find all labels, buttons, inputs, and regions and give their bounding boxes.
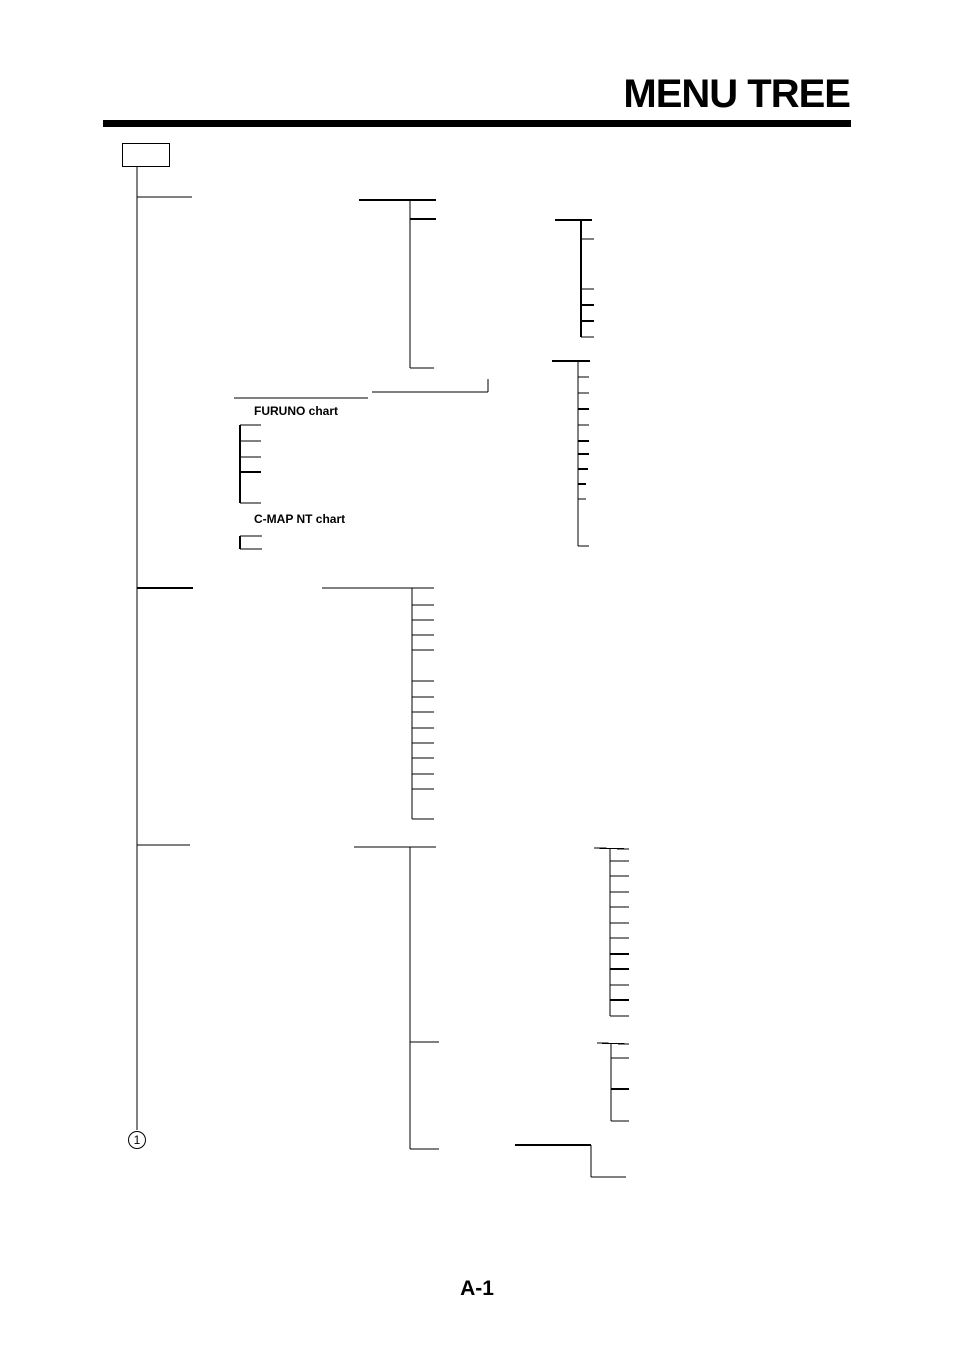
page-title: MENU TREE (623, 72, 850, 116)
furuno-chart-label: FURUNO chart (254, 404, 339, 418)
continuation-marker: 1 (128, 1131, 146, 1149)
page-number: A-1 (460, 1277, 494, 1300)
cmap-nt-chart-label: C-MAP NT chart (254, 512, 346, 526)
